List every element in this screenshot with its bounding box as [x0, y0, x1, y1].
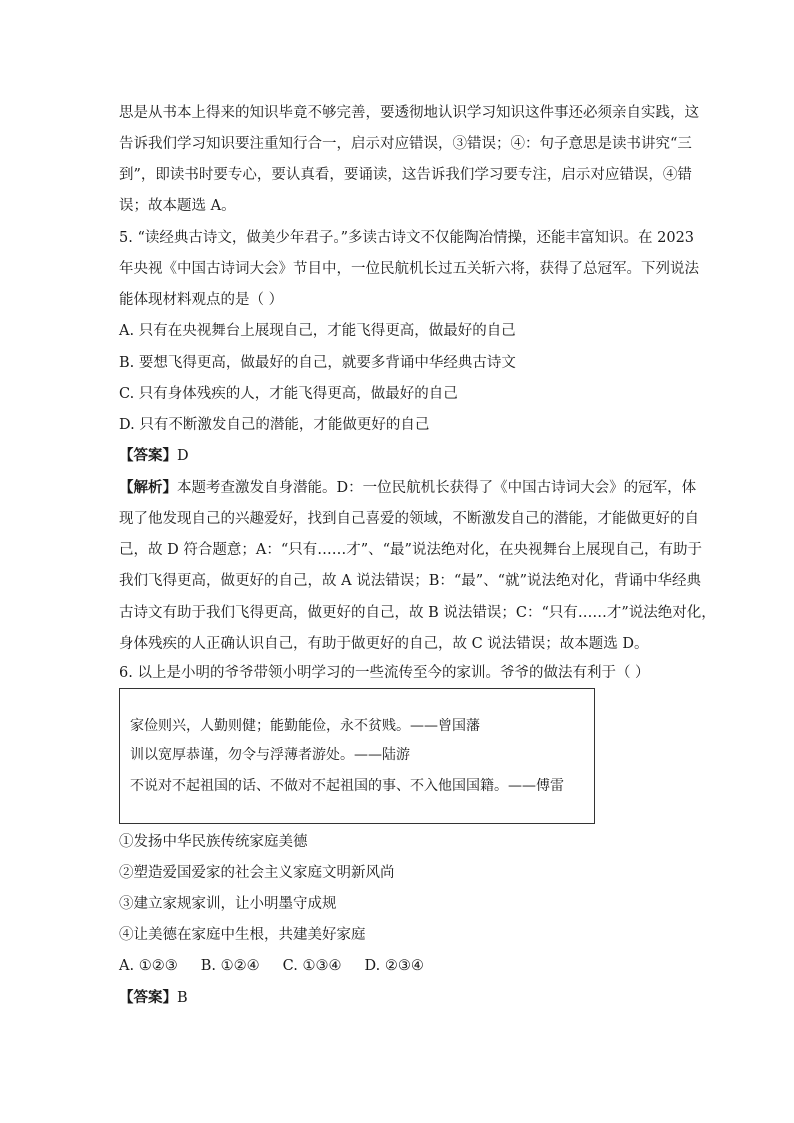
q5-analysis-line-4: 我们飞得更高，做更好的自己，故 A 说法错误；B：“最”、“就”说法绝对化，背诵中华经典 — [119, 573, 701, 589]
prev-analysis-line-4: 误；故本题选 A。 — [119, 198, 236, 214]
prev-analysis-line-3: 到”，即读书时要专心，要认真看，要诵读，这告诉我们学习要专注，启示对应错误，④错 — [119, 167, 692, 183]
q6-quote-3: 不说对不起祖国的话、不做对不起祖国的事、不入他国国籍。——傅雷 — [130, 778, 564, 794]
q5-stem-line-3: 能体现材料观点的是（ ） — [119, 292, 284, 308]
q6-answer — [119, 988, 679, 1008]
q5-answer-value: D — [177, 448, 189, 464]
q6-statement-1: ①发扬中华民族传统家庭美德 — [119, 834, 308, 850]
prev-analysis-line-1: 思是从书本上得来的知识毕竟不够完善，要透彻地认识学习知识这件事还必须亲自实践，这 — [119, 105, 699, 121]
q6-answer-value: B — [177, 990, 188, 1006]
q5-analysis-line-2: 现了他发现自己的兴趣爱好，找到自己喜爱的领域，不断激发自己的潜能，才能做更好的自 — [119, 511, 699, 527]
q6-quote-2: 训以宽厚恭谨，勿令与浮薄者游处。——陆游 — [130, 747, 410, 763]
q6-family-rules-box — [119, 688, 595, 824]
q5-option-b: B. 要想飞得更高，做最好的自己，就要多背诵中华经典古诗文 — [119, 355, 516, 371]
q5-option-c: C. 只有身体残疾的人，才能飞得更高，做最好的自己 — [119, 386, 458, 402]
q5-analysis-line-5: 古诗文有助于我们飞得更高，做更好的自己，故 B 说法错误；C：“只有……才”说法绝对化， — [119, 605, 716, 621]
q5-stem-line-1: 5. “读经典古诗文，做美少年君子。”多读古诗文不仅能陶冶情操，还能丰富知识。在 2023 — [119, 230, 695, 246]
q5-analysis-line-6: 身体残疾的人正确认识自己，有助于做更好的自己，故 C 说法错误；故本题选 D。 — [119, 636, 649, 652]
q5-answer — [119, 446, 679, 466]
q5-option-d: D. 只有不断激发自己的潜能，才能做更好的自己 — [119, 417, 430, 433]
q5-analysis-line-1 — [119, 478, 697, 498]
q5-option-a: A. 只有在央视舞台上展现自己，才能飞得更高，做最好的自己 — [119, 323, 516, 339]
q5-analysis-label: 【解析】 — [119, 479, 177, 496]
q5-analysis-line-3: 己，故 D 符合题意；A：“只有……才”、“最”说法绝对化，在央视舞台上展现自己，有助于 — [119, 542, 702, 558]
prev-analysis-line-2: 告诉我们学习知识要注重知行合一，启示对应错误，③错误；④：句子意思是读书讲究“三 — [119, 136, 692, 152]
q5-answer-label: 【答案】 — [119, 447, 177, 464]
q6-quote-1: 家俭则兴，人勤则健；能勤能俭，永不贫贱。——曾国藩 — [130, 718, 480, 734]
q5-analysis-text-1: 本题考查激发自身潜能。D：一位民航机长获得了《中国古诗词大会》的冠军，体 — [177, 480, 697, 496]
q6-statement-4: ④让美德在家庭中生根，共建美好家庭 — [119, 927, 366, 943]
q5-stem-line-2: 年央视《中国古诗词大会》节目中，一位民航机长过五关斩六将，获得了总冠军。下列说法 — [119, 261, 699, 277]
q6-stem: 6. 以上是小明的爷爷带领小明学习的一些流传至今的家训。爷爷的做法有利于（ ） — [119, 665, 650, 681]
q6-statement-2: ②塑造爱国爱家的社会主义家庭文明新风尚 — [119, 865, 395, 881]
q6-answer-label: 【答案】 — [119, 989, 177, 1006]
q6-choices: A. ①②③ B. ①②④ C. ①③④ D. ②③④ — [119, 958, 424, 974]
q6-statement-3: ③建立家规家训，让小明墨守成规 — [119, 896, 337, 912]
